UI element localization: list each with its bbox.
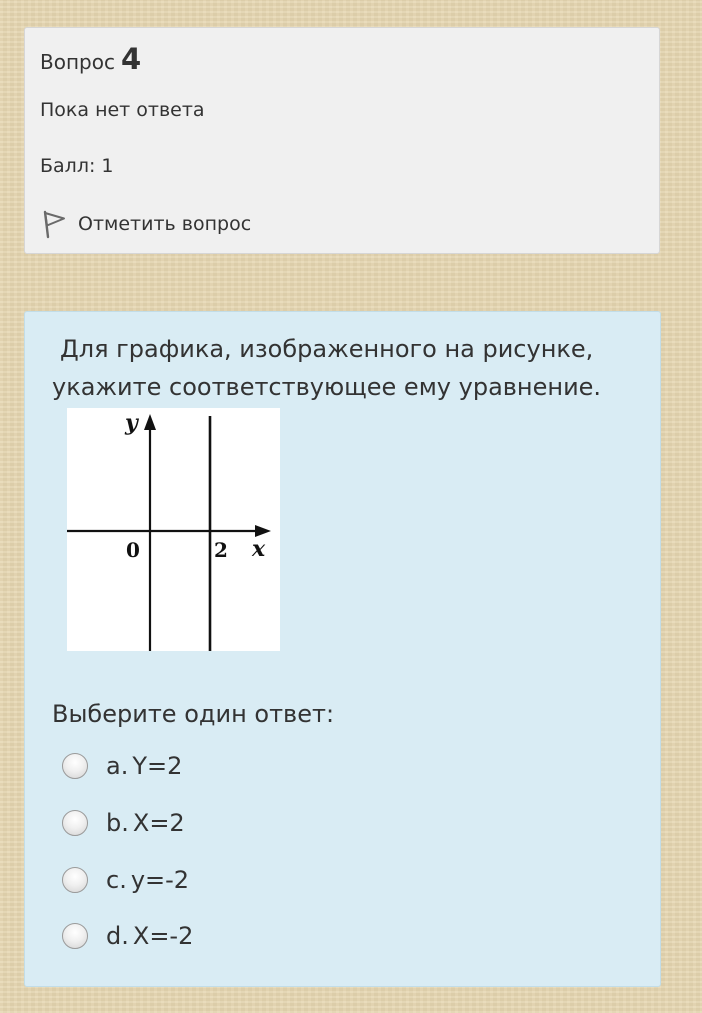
option-text: Y=2: [132, 752, 183, 780]
flag-question-label: Отметить вопрос: [78, 213, 252, 235]
tick-label-2: 2: [214, 538, 228, 562]
option-letter: a.: [106, 752, 129, 780]
question-text-line1: Для графика, изображенного на рисунке,: [60, 335, 594, 363]
answer-option-d[interactable]: [62, 922, 193, 950]
radio-c[interactable]: [62, 867, 88, 893]
origin-label: 0: [126, 538, 140, 562]
question-grade: Балл: 1: [40, 155, 114, 177]
graph-svg: [67, 408, 280, 651]
flag-question-link[interactable]: [40, 209, 251, 239]
option-text: X=2: [132, 809, 185, 837]
question-info-panel: [24, 27, 660, 254]
option-letter: b.: [106, 809, 129, 837]
question-content-panel: [24, 311, 661, 987]
radio-d[interactable]: [62, 923, 88, 949]
graph-figure: [67, 408, 280, 651]
flag-icon: [40, 209, 68, 239]
answer-option-a[interactable]: [62, 752, 182, 780]
option-text: y=-2: [130, 866, 190, 894]
question-heading: [40, 42, 141, 76]
answer-option-b[interactable]: [62, 809, 185, 837]
x-axis-label: x: [252, 536, 266, 562]
option-letter: d.: [106, 922, 129, 950]
question-text: [52, 330, 642, 406]
y-axis-label: y: [125, 410, 138, 436]
radio-a[interactable]: [62, 753, 88, 779]
question-number: 4: [120, 42, 142, 76]
radio-b[interactable]: [62, 810, 88, 836]
answer-prompt: Выберите один ответ:: [52, 700, 335, 728]
question-label: Вопрос: [40, 50, 115, 74]
question-text-line2: укажите соответствующее ему уравнение.: [52, 373, 602, 401]
answer-option-c[interactable]: [62, 866, 189, 894]
y-axis-arrow: [144, 414, 156, 430]
answer-status: Пока нет ответа: [40, 99, 205, 121]
option-text: X=-2: [132, 922, 194, 950]
option-letter: c.: [106, 866, 127, 894]
